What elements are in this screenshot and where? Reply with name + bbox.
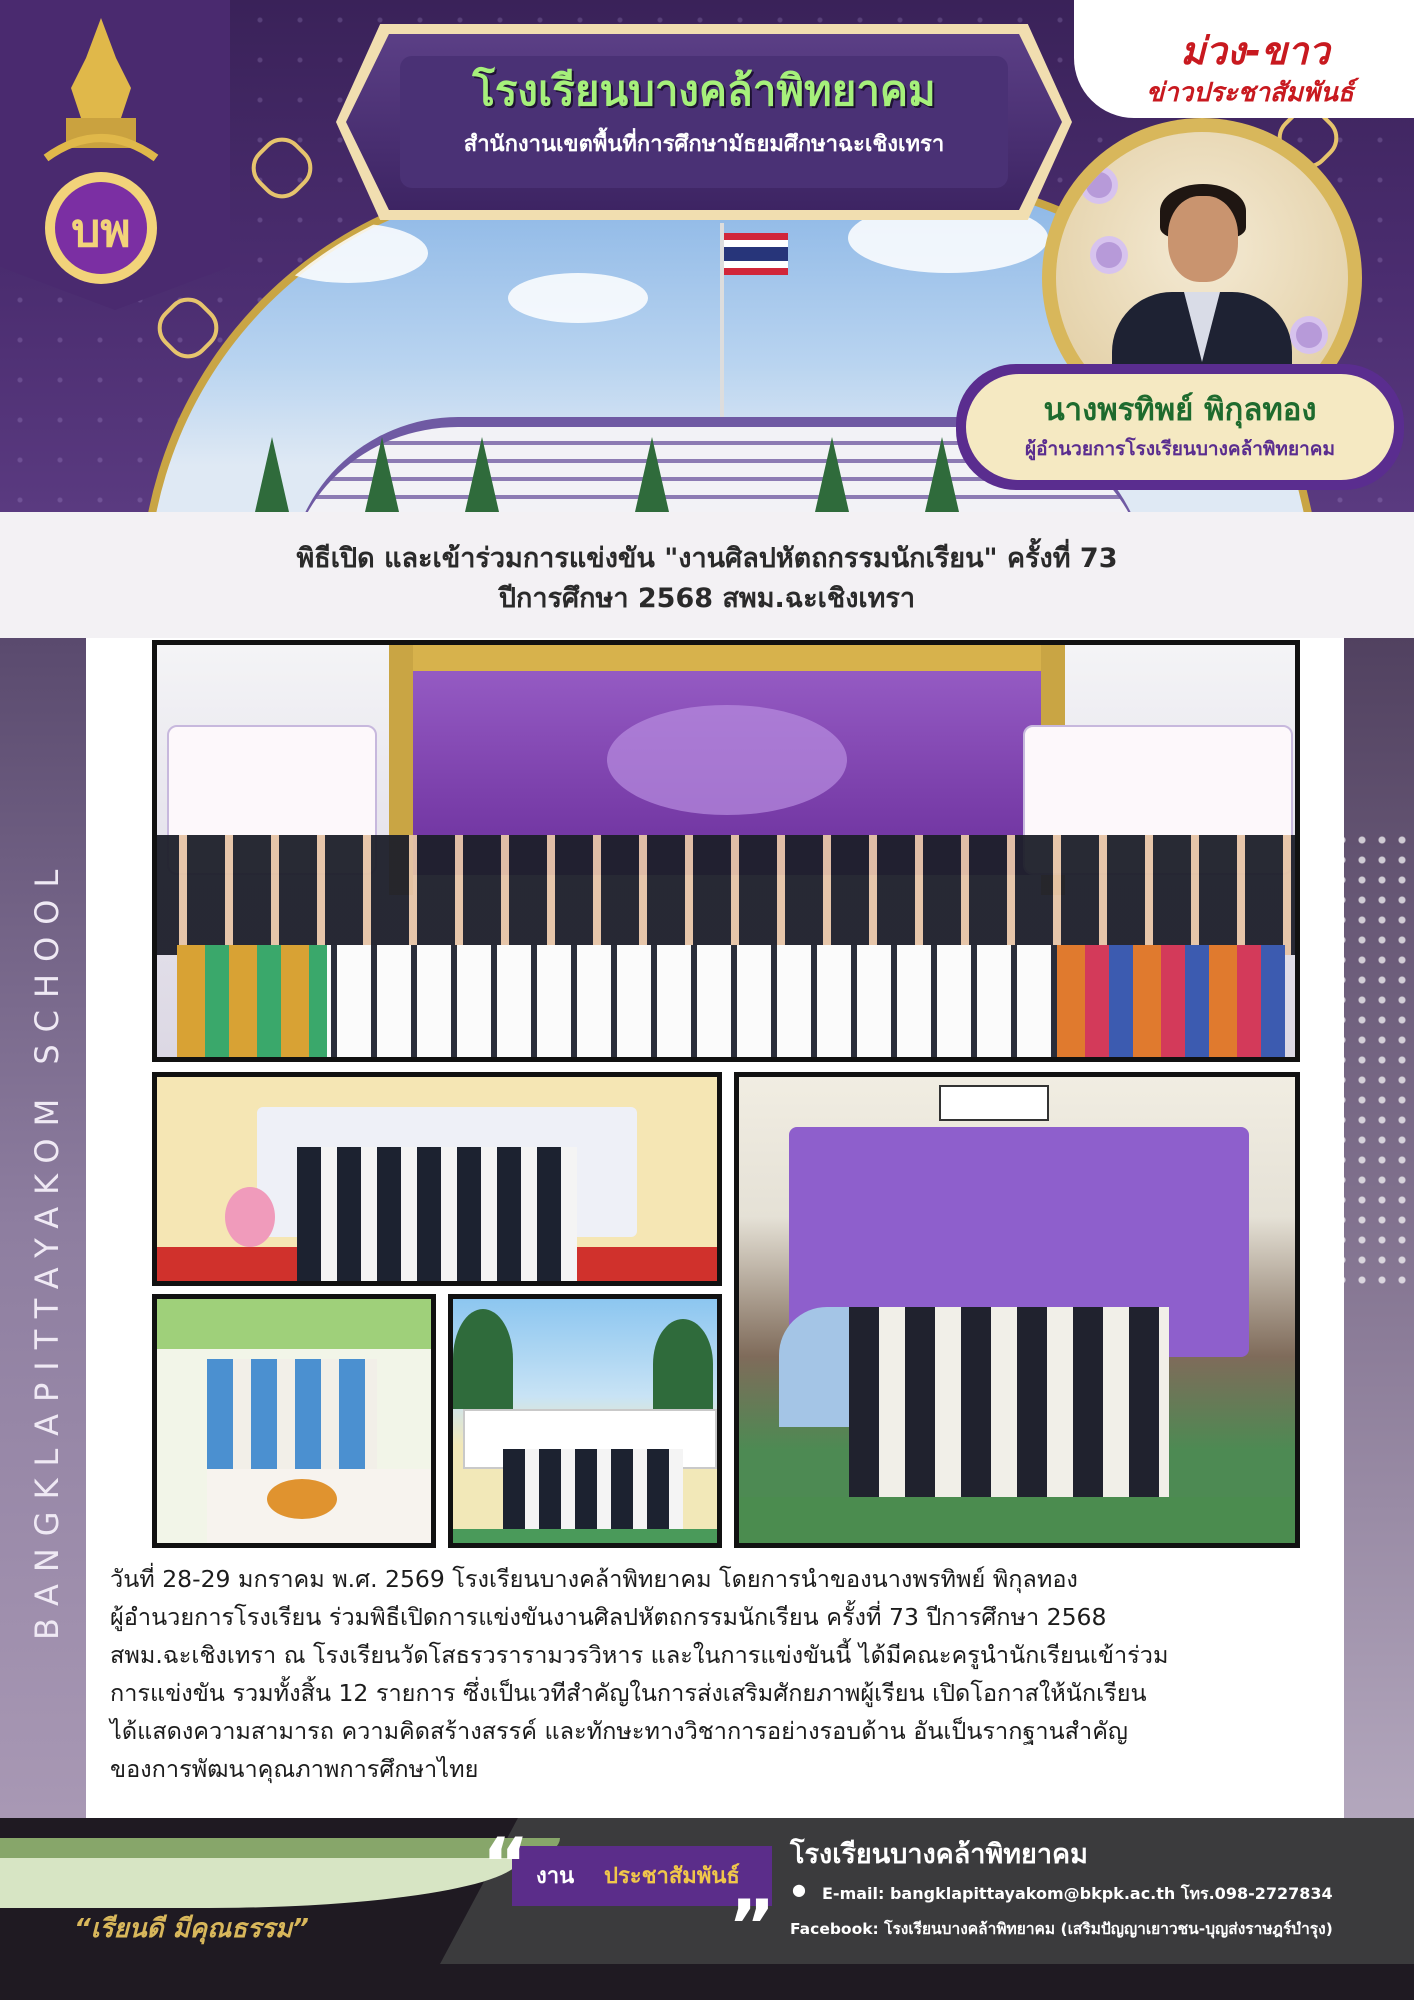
director-name: นางพรทิพย์ พิกุลทอง bbox=[1043, 392, 1317, 428]
flower-icon bbox=[1096, 242, 1122, 268]
news-tag-subtitle: ข่าวประชาสัมพันธ์ bbox=[1146, 78, 1354, 108]
lawn bbox=[739, 1497, 1300, 1548]
office-subtitle: สำนักงานเขตพื้นที่การศึกษามัธยมศึกษาฉะเชิงเทรา bbox=[463, 132, 945, 157]
flower-icon bbox=[1296, 322, 1322, 348]
director-position: ผู้อำนวยการโรงเรียนบางคล้าพิทยาคม bbox=[1024, 438, 1335, 460]
school-emblem-icon bbox=[36, 18, 166, 288]
students-group bbox=[297, 1147, 577, 1286]
flower-icon bbox=[1086, 172, 1112, 198]
quote-close-icon: ” bbox=[728, 1884, 776, 1968]
teachers-students bbox=[849, 1307, 1169, 1507]
palm-tree bbox=[653, 1319, 713, 1409]
headline-line-2: ปีการศึกษา 2568 สพม.ฉะเชิงเทรา bbox=[498, 583, 916, 614]
thai-flag-icon bbox=[724, 233, 788, 275]
small-sign bbox=[939, 1085, 1049, 1121]
quote-open-icon: “ bbox=[482, 1822, 530, 1906]
fruit-display bbox=[267, 1479, 337, 1519]
news-body-line: สพม.ฉะเชิงเทรา ณ โรงเรียนวัดโสธรวรารามวรวิหาร และในการแข่งขันนี้ ได้มีคณะครูนำนักเรียนเข้าร่วม bbox=[110, 1641, 1169, 1669]
svg-text:บพ: บพ bbox=[71, 203, 131, 257]
headline-line-1: พิธีเปิด และเข้าร่วมการแข่งขัน "งานศิลปหัตถกรรมนักเรียน" ครั้งที่ 73 bbox=[296, 543, 1118, 574]
tree bbox=[798, 437, 866, 512]
news-body-line: ผู้อำนวยการโรงเรียน ร่วมพิธีเปิดการแข่งขันงานศิลปหัตถกรรมนักเรียน ครั้งที่ 73 ปีการศึกษา 2568 bbox=[110, 1603, 1107, 1631]
side-school-name: BANGKLAPITTAYAKOM SCHOOL bbox=[28, 857, 66, 1640]
stage-valance bbox=[389, 645, 1065, 671]
footer-email[interactable]: E-mail: bangklapittayakom@bkpk.ac.th โทร.098-2727834 bbox=[822, 1884, 1333, 1903]
group-photo-stage bbox=[152, 640, 1300, 1062]
dancers-right bbox=[1057, 945, 1285, 1062]
bullet-icon: ● bbox=[792, 1880, 806, 1899]
news-body-line: ได้แสดงความสามารถ ความคิดสร้างสรรค์ และทักษะทางวิชาการอย่างรอบด้าน อันเป็นรากฐานสำคัญ bbox=[110, 1717, 1128, 1745]
news-body bbox=[110, 1560, 1330, 1788]
school-title: โรงเรียนบางคล้าพิทยาคม bbox=[472, 66, 936, 115]
dot-pattern bbox=[1332, 830, 1414, 1290]
news-body-line: ของการพัฒนาคุณภาพการศึกษาไทย bbox=[110, 1755, 479, 1783]
tree bbox=[348, 437, 416, 512]
tree bbox=[448, 437, 516, 512]
flower-arrangement bbox=[225, 1187, 275, 1247]
crowd-row-back bbox=[157, 835, 1300, 955]
cloud bbox=[268, 223, 428, 283]
footer-school-name: โรงเรียนบางคล้าพิทยาคม bbox=[790, 1839, 1088, 1870]
tree bbox=[238, 437, 306, 512]
green-curtain bbox=[157, 1299, 436, 1349]
stage-emblem bbox=[607, 705, 847, 815]
header-banner bbox=[0, 0, 1414, 512]
news-body-line: วันที่ 28-29 มกราคม พ.ศ. 2569 โรงเรียนบางคล้าพิทยาคม โดยการนำของนางพรทิพย์ พิกุลทอง bbox=[110, 1565, 1078, 1593]
pr-label-part1: งาน bbox=[536, 1864, 575, 1889]
students-cooking bbox=[207, 1359, 377, 1469]
photo-award-group bbox=[152, 1072, 722, 1286]
news-body-line: การแข่งขัน รวมทั้งสิ้น 12 รายการ ซึ่งเป็นเวทีสำคัญในการส่งเสริมศักยภาพผู้เรียน เปิดโอกาสให้นักเรียน bbox=[110, 1679, 1147, 1707]
students-at-sign bbox=[503, 1449, 683, 1533]
pr-label-part2: ประชาสัมพันธ์ bbox=[604, 1864, 740, 1889]
cloud bbox=[508, 273, 648, 323]
portrait-face bbox=[1168, 196, 1238, 282]
footer-facebook[interactable]: Facebook: โรงเรียนบางคล้าพิทยาคม (เสริมปัญญาเยาวชน-บุญส่งราษฎร์บำรุง) bbox=[790, 1920, 1333, 1938]
news-tag-title: ม่วง-ขาว bbox=[1180, 29, 1330, 73]
photo-school-sign bbox=[448, 1294, 722, 1548]
dancers-left bbox=[177, 945, 327, 1062]
photo-competition-center bbox=[734, 1072, 1300, 1548]
school-motto: “เรียนดี มีคุณธรรม” bbox=[74, 1914, 309, 1944]
palm-tree bbox=[453, 1309, 513, 1409]
lawn bbox=[453, 1529, 722, 1548]
tree bbox=[618, 437, 686, 512]
photo-cooking-competition bbox=[152, 1294, 436, 1548]
